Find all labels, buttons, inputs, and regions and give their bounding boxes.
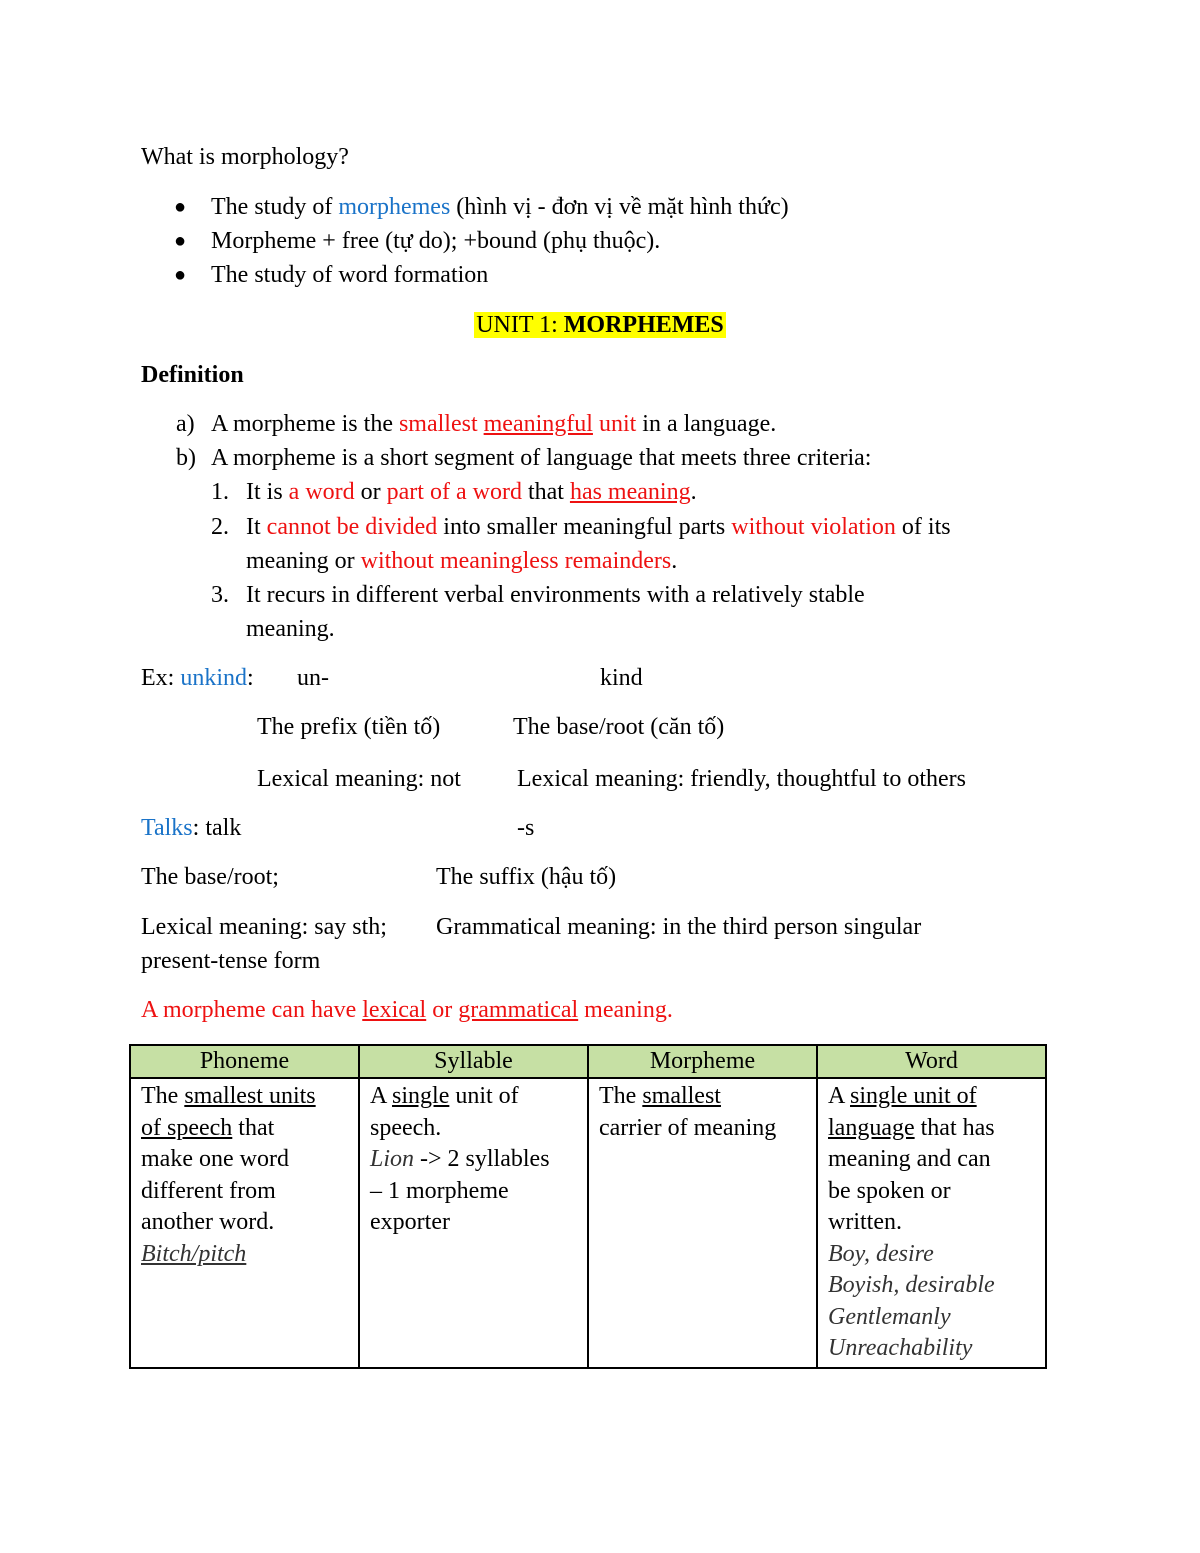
bullet-dot: ● (174, 196, 187, 218)
c1-has-meaning: has meaning (569, 479, 691, 505)
syllable-line-1 (370, 1081, 577, 1113)
bullet-1-post: (hình vị - đơn vị về mặt hình thức) (450, 194, 789, 220)
c2-l2p1: meaning or (246, 548, 361, 574)
phoneme-t1: The (141, 1083, 185, 1109)
example-2-meaning-suffix-cont: present-tense form (141, 948, 321, 974)
morpheme-t1: The (599, 1083, 643, 1109)
criterion-2-line-2 (246, 547, 677, 576)
c1-p2: or (354, 479, 387, 505)
c2-without-remainders: without meaningless remainders (360, 548, 672, 574)
syllable-line-2: speech. (370, 1114, 442, 1141)
bullet-dot: ● (174, 230, 187, 252)
bullet-1-term: morphemes (338, 194, 451, 220)
def-b-marker: b) (176, 445, 196, 471)
cell-word (817, 1078, 1046, 1368)
syllable-t1: A (370, 1083, 393, 1109)
criterion-3-line-2: meaning. (246, 616, 335, 642)
example-2-word (141, 814, 241, 843)
morpheme-line-1 (599, 1081, 806, 1113)
def-a-meaningful: meaningful (483, 411, 593, 437)
c1-a-word: a word (288, 479, 355, 505)
criterion-2-line-1 (246, 513, 951, 542)
unit-label: UNIT 1: (476, 312, 558, 338)
word-example-1: Boy, desire (828, 1240, 934, 1267)
def-a-unit: unit (598, 411, 637, 437)
syllable-t4: -> 2 syllables (414, 1146, 550, 1172)
morpheme-u1: smallest (642, 1083, 721, 1109)
bullet-1-pre: The study of (211, 194, 339, 220)
phoneme-line-1 (141, 1081, 348, 1113)
def-a-p2: in a language. (636, 411, 777, 437)
c2-p3: of its (895, 514, 951, 540)
c1-p1: It is (246, 479, 289, 505)
cell-morpheme (588, 1078, 817, 1368)
morpheme-line-2: carrier of meaning (599, 1114, 777, 1141)
example-1-type-prefix: The prefix (tiền tố) (257, 714, 441, 740)
table-row (130, 1078, 1046, 1368)
word-t2: that has (914, 1114, 995, 1141)
syllable-example-lion: Lion (370, 1146, 415, 1172)
example-1-prefix: un- (297, 665, 329, 691)
bullet-dot: ● (174, 264, 187, 286)
ex-unkind: unkind (180, 665, 247, 691)
ex-label: Ex: (141, 665, 181, 691)
definition-heading: Definition (141, 362, 244, 388)
header-phoneme: Phoneme (130, 1045, 359, 1078)
phoneme-u1: smallest units (184, 1083, 316, 1109)
c2-p2: into smaller meaningful parts (437, 514, 732, 540)
table-header-row (130, 1045, 1046, 1078)
example-2-suffix: -s (517, 815, 535, 841)
word-line-1 (828, 1081, 1035, 1113)
summary-grammatical: grammatical (458, 997, 579, 1023)
header-syllable: Syllable (359, 1045, 588, 1078)
phoneme-line-2 (141, 1113, 348, 1145)
example-1-meaning-prefix: Lexical meaning: not (257, 766, 461, 792)
word-example-2: Boyish, desirable (828, 1272, 995, 1298)
phoneme-u2: of speech (141, 1114, 233, 1141)
summary-lexical: lexical (362, 997, 427, 1023)
example-2-meaning-suffix: Grammatical meaning: in the third person singular (436, 914, 922, 940)
intro-question: What is morphology? (141, 144, 349, 170)
example-1-label (141, 664, 254, 693)
def-b-text: A morpheme is a short segment of language that meets three criteria: (211, 445, 872, 471)
c2-l2p2: . (671, 548, 678, 574)
summary-p3: meaning. (578, 997, 673, 1023)
example-2-type-suffix: The suffix (hậu tố) (436, 864, 617, 890)
cell-phoneme (130, 1078, 359, 1368)
criterion-3-marker: 3. (211, 582, 229, 608)
criterion-2-marker: 2. (211, 514, 229, 540)
word-example-4: Unreachability (828, 1335, 973, 1361)
c1-p3: that (521, 479, 570, 505)
phoneme-line-3: make one word (141, 1146, 289, 1172)
criterion-3-line-1: It recurs in different verbal environments with a relatively stable (246, 582, 865, 608)
word-line-2 (828, 1113, 1035, 1145)
example-1-meaning-base: Lexical meaning: friendly, thoughtful to others (517, 766, 966, 792)
unit-title-highlight (474, 312, 726, 338)
header-word: Word (817, 1045, 1046, 1078)
intro-bullet-3: The study of word formation (211, 262, 489, 288)
c2-without-violation: without violation (731, 514, 896, 540)
def-a-p1: A morpheme is the (211, 411, 399, 437)
phoneme-t2: that (232, 1114, 275, 1141)
phoneme-line-5: another word. (141, 1209, 275, 1235)
word-line-3: meaning and can (828, 1146, 991, 1172)
def-a-smallest: smallest (398, 411, 478, 437)
criterion-1-text (246, 478, 697, 507)
intro-bullet-1 (211, 193, 789, 222)
c1-part-of-word: part of a word (386, 479, 522, 505)
phoneme-line-4: different from (141, 1177, 276, 1204)
summary-statement (141, 996, 673, 1025)
criterion-1-marker: 1. (211, 479, 229, 505)
unit-topic: MORPHEMES (563, 312, 724, 338)
example-1-base: kind (600, 665, 643, 691)
def-a-marker: a) (176, 411, 195, 437)
word-example-3: Gentlemanly (828, 1303, 951, 1330)
ex-talk: : talk (192, 815, 242, 841)
summary-p1: A morpheme can have (141, 997, 363, 1023)
syllable-line-4: – 1 morpheme (370, 1177, 509, 1204)
syllable-line-3 (370, 1144, 577, 1176)
example-2-meaning-base: Lexical meaning: say sth; (141, 914, 387, 940)
word-line-4: be spoken or (828, 1177, 951, 1204)
word-u2: language (828, 1114, 915, 1141)
summary-p2: or (426, 997, 459, 1023)
header-morpheme: Morpheme (588, 1045, 817, 1078)
intro-bullet-2: Morpheme + free (tự do); +bound (phụ thuộc). (211, 228, 661, 254)
example-2-type-base: The base/root; (141, 864, 279, 890)
word-t1: A (828, 1083, 851, 1109)
c1-p4: . (690, 479, 697, 505)
def-a-text (211, 410, 776, 439)
ex-talks: Talks (141, 815, 193, 841)
comparison-table (129, 1044, 1047, 1369)
syllable-t2: unit of (449, 1083, 519, 1109)
syllable-line-5: exporter (370, 1209, 450, 1235)
cell-syllable (359, 1078, 588, 1368)
word-line-5: written. (828, 1209, 902, 1235)
unit-title (0, 311, 1200, 340)
c2-cannot-be-divided: cannot be divided (266, 514, 438, 540)
word-u1: single unit of (850, 1083, 977, 1109)
example-1-type-base: The base/root (căn tố) (513, 714, 725, 740)
ex-colon: : (247, 665, 254, 691)
c2-p1: It (246, 514, 267, 540)
phoneme-example: Bitch/pitch (141, 1240, 247, 1267)
syllable-u1: single (392, 1083, 450, 1109)
